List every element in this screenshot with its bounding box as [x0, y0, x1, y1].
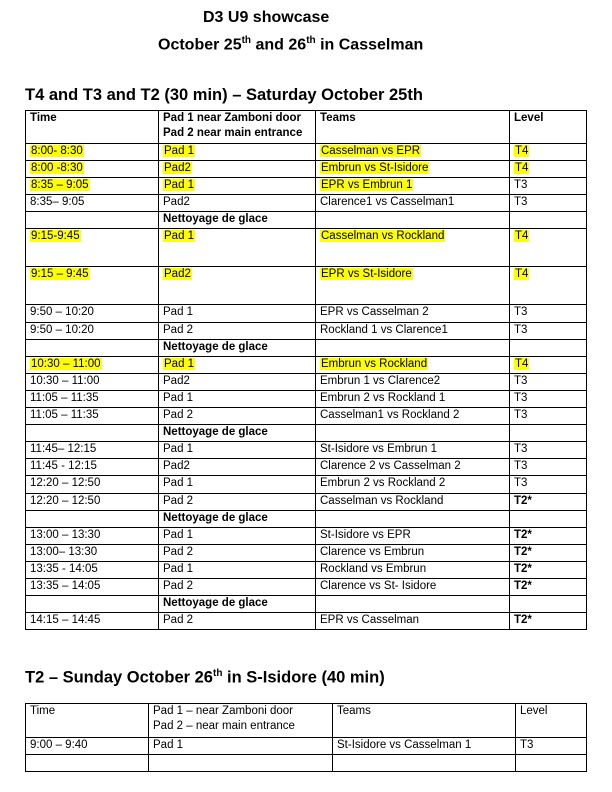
cell-pad-text: Pad2	[163, 196, 190, 209]
game-row	[26, 408, 587, 425]
cell-time	[26, 144, 159, 161]
cell-teams	[316, 161, 510, 178]
cell-time-text: 8:35 – 9:05	[31, 179, 89, 192]
cell-teams	[316, 305, 510, 322]
cell-pad	[159, 544, 316, 561]
cell-teams-text: St-Isidore vs Embrun 1	[320, 443, 437, 456]
game-row	[26, 195, 587, 212]
cell-teams	[316, 267, 510, 305]
game-row	[26, 561, 587, 578]
cell-pad	[159, 408, 316, 425]
cell-pad	[159, 161, 316, 178]
cell-teams	[316, 544, 510, 561]
cell-pad-text: Pad2	[163, 374, 190, 387]
cell-level	[510, 527, 587, 544]
cell-empty	[510, 339, 587, 356]
cell-pad: Pad 1	[149, 738, 333, 755]
cell-teams-text: EPR vs Embrun 1	[321, 179, 413, 192]
cell-time	[26, 561, 159, 578]
ice-cleaning-label: Nettoyage de glace	[159, 425, 316, 442]
ice-cleaning-label: Nettoyage de glace	[159, 596, 316, 613]
cell-pad-text: Pad 2	[163, 323, 194, 336]
game-row	[26, 578, 587, 595]
cell-level	[510, 144, 587, 161]
cell-time-text: 10:30 – 11:00	[31, 357, 101, 370]
cell-teams	[316, 493, 510, 510]
cell-level	[510, 195, 587, 212]
cell-teams	[316, 442, 510, 459]
game-row	[26, 613, 587, 630]
cell-teams	[316, 195, 510, 212]
cell-teams	[316, 144, 510, 161]
game-row	[26, 178, 587, 195]
cell-level-text: T3	[514, 460, 528, 473]
game-row	[26, 267, 587, 305]
cell-empty	[510, 212, 587, 229]
cell-level-text: T3	[514, 374, 528, 387]
cell-level-text: T4	[515, 162, 529, 175]
cell-time-text: 9:15-9:45	[31, 230, 80, 243]
cell-level	[510, 322, 587, 339]
cell-teams-text: Embrun vs Rockland	[321, 357, 428, 370]
cell-time	[26, 613, 159, 630]
cell-level-text: T2*	[514, 562, 532, 575]
cell-time-text: 11:05 – 11:35	[30, 391, 99, 404]
cell-time	[26, 459, 159, 476]
cell-pad	[159, 578, 316, 595]
cell-teams-text: Rockland 1 vs Clarence1	[320, 323, 448, 336]
cell-pad-text: Pad2	[163, 460, 190, 473]
cell-level-text: T2*	[514, 579, 532, 592]
cell-time	[26, 442, 159, 459]
cell-teams-text: Clarence vs St- Isidore	[320, 579, 437, 592]
cell-level-text: T2*	[514, 528, 532, 541]
cell-teams	[316, 613, 510, 630]
cell-level-text: T3	[514, 409, 528, 422]
cell-empty	[26, 596, 159, 613]
cell-teams-text: Embrun 1 vs Clarence2	[320, 374, 441, 387]
cell-time	[26, 356, 159, 373]
cell-time-text: 8:35– 9:05	[30, 196, 85, 209]
cell-time-text: 11:45 - 12:15	[30, 460, 97, 473]
cell-empty	[26, 510, 159, 527]
cell-level	[510, 267, 587, 305]
cell-teams	[316, 561, 510, 578]
cell-level	[510, 305, 587, 322]
cell-level	[510, 373, 587, 390]
cell-time	[26, 476, 159, 493]
cell-pad-text: Pad 1	[163, 306, 194, 319]
game-row	[26, 442, 587, 459]
cell-pad-text: Pad 2	[163, 614, 194, 627]
game-row	[26, 373, 587, 390]
cell-time-text: 12:20 – 12:50	[30, 494, 101, 507]
header-level: Level	[510, 111, 587, 144]
cell-teams-text: Embrun 2 vs Rockland 2	[320, 477, 446, 490]
cell-level-text: T3	[514, 196, 528, 209]
ice-cleaning-row	[26, 596, 587, 613]
cell-teams-text: Casselman vs EPR	[321, 145, 421, 157]
cell-pad-text: Pad 1	[164, 145, 195, 157]
cell-level-text: T4	[515, 230, 529, 243]
cell-pad-text: Pad 1	[163, 391, 194, 404]
sunday-header-row	[26, 704, 587, 738]
cell-level	[516, 755, 587, 772]
game-row	[26, 527, 587, 544]
cell-teams-text: Rockland vs Embrun	[320, 562, 427, 575]
cell-teams	[333, 755, 516, 772]
game-row	[26, 322, 587, 339]
cell-level	[510, 459, 587, 476]
ice-cleaning-row	[26, 212, 587, 229]
header-pad: Pad 1 near Zamboni door Pad 2 near main entrance	[159, 111, 316, 144]
cell-time-text: 13:35 - 14:05	[30, 562, 98, 575]
cell-pad-text: Pad 1	[163, 562, 194, 575]
cell-level	[510, 613, 587, 630]
cell-time-text: 9:50 – 10:20	[30, 323, 94, 336]
cell-pad	[159, 229, 316, 267]
saturday-schedule-table	[25, 110, 587, 630]
cell-level	[510, 356, 587, 373]
cell-level-text: T3	[514, 391, 528, 404]
game-row	[26, 755, 587, 772]
cell-level-text: T4	[515, 145, 529, 157]
cell-pad	[159, 527, 316, 544]
cell-level	[510, 161, 587, 178]
cell-level	[510, 229, 587, 267]
cell-level	[510, 178, 587, 195]
cell-time	[26, 195, 159, 212]
cell-time	[26, 755, 149, 772]
cell-level	[510, 390, 587, 407]
cell-pad-text: Pad 1	[163, 477, 194, 490]
cell-level	[510, 561, 587, 578]
cell-time-text: 12:20 – 12:50	[30, 477, 101, 490]
cell-level-text: T2*	[514, 545, 532, 558]
cell-level-text: T2*	[514, 614, 532, 627]
cell-level-text: T4	[515, 357, 529, 370]
cell-pad-text: Pad 2	[163, 579, 194, 592]
header-time: Time	[26, 111, 159, 144]
sunday-heading: T2 – Sunday October 26th in S-Isidore (40 min)	[25, 668, 385, 687]
cell-teams-text: Clarence1 vs Casselman1	[320, 196, 455, 209]
document-title: D3 U9 showcase	[203, 9, 330, 26]
cell-teams	[316, 356, 510, 373]
cell-level: T3	[516, 738, 587, 755]
cell-teams-text: Embrun 2 vs Rockland 1	[320, 391, 446, 404]
cell-pad	[159, 613, 316, 630]
cell-pad	[159, 373, 316, 390]
cell-time	[26, 408, 159, 425]
cell-time	[26, 229, 159, 267]
cell-teams-text: Casselman vs Rockland	[320, 494, 444, 507]
game-row	[26, 738, 587, 755]
cell-teams-text: St-Isidore vs EPR	[320, 528, 411, 541]
header-teams: Teams	[333, 704, 516, 738]
cell-empty	[510, 596, 587, 613]
cell-time-text: 9:50 – 10:20	[30, 306, 94, 319]
header-time: Time	[26, 704, 149, 738]
cell-time-text: 10:30 – 11:00	[30, 374, 100, 387]
cell-teams-text: Clarence vs Embrun	[320, 545, 425, 558]
cell-teams-text: Clarence 2 vs Casselman 2	[320, 460, 461, 473]
cell-teams	[316, 476, 510, 493]
cell-time	[26, 267, 159, 305]
cell-empty	[510, 425, 587, 442]
cell-teams-text: EPR vs Casselman 2	[320, 306, 429, 319]
game-row	[26, 476, 587, 493]
cell-pad	[159, 390, 316, 407]
cell-pad	[159, 178, 316, 195]
saturday-header-row	[26, 111, 587, 144]
cell-empty	[26, 339, 159, 356]
ice-cleaning-label: Nettoyage de glace	[159, 339, 316, 356]
cell-pad	[159, 476, 316, 493]
cell-level	[510, 408, 587, 425]
cell-time	[26, 322, 159, 339]
game-row	[26, 161, 587, 178]
cell-pad-text: Pad 1	[164, 179, 195, 192]
header-level: Level	[516, 704, 587, 738]
cell-time	[26, 527, 159, 544]
cell-pad	[149, 755, 333, 772]
cell-pad	[159, 493, 316, 510]
cell-time-text: 13:00 – 13:30	[30, 528, 101, 541]
cell-teams	[316, 578, 510, 595]
cell-pad	[159, 322, 316, 339]
cell-level	[510, 476, 587, 493]
cell-empty	[510, 510, 587, 527]
cell-teams	[316, 408, 510, 425]
cell-level-text: T3	[514, 306, 528, 319]
cell-pad-text: Pad 1	[163, 528, 194, 541]
ice-cleaning-label: Nettoyage de glace	[159, 510, 316, 527]
header-teams: Teams	[316, 111, 510, 144]
cell-pad	[159, 561, 316, 578]
cell-pad	[159, 356, 316, 373]
game-row	[26, 459, 587, 476]
cell-teams-text: Casselman1 vs Rockland 2	[320, 409, 460, 422]
cell-pad	[159, 442, 316, 459]
ice-cleaning-row	[26, 425, 587, 442]
game-row	[26, 229, 587, 267]
cell-level-text: T3	[514, 179, 528, 192]
ice-cleaning-label: Nettoyage de glace	[159, 212, 316, 229]
cell-time-text: 8:00 -8:30	[31, 162, 83, 175]
ice-cleaning-row	[26, 510, 587, 527]
cell-pad-text: Pad 2	[163, 494, 194, 507]
cell-level-text: T3	[514, 477, 528, 490]
cell-teams	[316, 178, 510, 195]
game-row	[26, 390, 587, 407]
cell-time	[26, 373, 159, 390]
game-row	[26, 356, 587, 373]
cell-teams: St-Isidore vs Casselman 1	[333, 738, 516, 755]
cell-level	[510, 544, 587, 561]
cell-time-text: 8:00- 8:30	[31, 145, 83, 157]
cell-time	[26, 305, 159, 322]
cell-time	[26, 178, 159, 195]
cell-level	[510, 442, 587, 459]
cell-pad	[159, 459, 316, 476]
cell-time	[26, 390, 159, 407]
cell-time-text: 13:35 – 14:05	[30, 579, 101, 592]
document-subtitle: October 25th and 26th in Casselman	[158, 35, 424, 54]
cell-teams-text: Embrun vs St-Isidore	[321, 162, 429, 175]
cell-teams-text: EPR vs Casselman	[320, 614, 420, 627]
cell-level-text: T4	[515, 268, 529, 281]
cell-pad	[159, 305, 316, 322]
game-row	[26, 144, 587, 161]
header-pad: Pad 1 – near Zamboni door Pad 2 – near main entrance	[149, 704, 333, 738]
cell-teams	[316, 322, 510, 339]
cell-time-text: 11:45– 12:15	[30, 443, 97, 456]
cell-pad	[159, 267, 316, 305]
cell-teams-text: Casselman vs Rockland	[321, 230, 445, 243]
cell-teams	[316, 527, 510, 544]
sunday-schedule-table	[25, 703, 587, 772]
cell-empty	[316, 339, 510, 356]
cell-teams	[316, 390, 510, 407]
game-row	[26, 544, 587, 561]
cell-pad-text: Pad 1	[164, 230, 195, 243]
cell-time-text: 9:15 – 9:45	[31, 268, 89, 281]
cell-level-text: T3	[514, 443, 528, 456]
game-row	[26, 493, 587, 510]
ice-cleaning-row	[26, 339, 587, 356]
cell-level-text: T3	[514, 323, 528, 336]
cell-empty	[316, 212, 510, 229]
cell-time	[26, 578, 159, 595]
cell-empty	[26, 425, 159, 442]
cell-pad-text: Pad 2	[163, 409, 194, 422]
cell-pad-text: Pad2	[164, 162, 191, 175]
cell-pad-text: Pad 1	[163, 443, 194, 456]
cell-empty	[316, 510, 510, 527]
cell-pad-text: Pad2	[164, 268, 191, 281]
game-row	[26, 305, 587, 322]
cell-time	[26, 493, 159, 510]
cell-teams	[316, 373, 510, 390]
cell-pad-text: Pad 2	[163, 545, 194, 558]
cell-time-text: 13:00– 13:30	[30, 545, 98, 558]
cell-empty	[26, 212, 159, 229]
cell-time: 9:00 – 9:40	[26, 738, 149, 755]
saturday-heading: T4 and T3 and T2 (30 min) – Saturday October 25th	[25, 86, 423, 104]
cell-time	[26, 544, 159, 561]
cell-teams	[316, 459, 510, 476]
cell-empty	[316, 596, 510, 613]
cell-time-text: 14:15 – 14:45	[30, 614, 101, 627]
cell-pad	[159, 195, 316, 212]
cell-pad	[159, 144, 316, 161]
cell-level-text: T2*	[514, 494, 532, 507]
cell-teams	[316, 229, 510, 267]
cell-empty	[316, 425, 510, 442]
cell-teams-text: EPR vs St-Isidore	[321, 268, 412, 281]
cell-level	[510, 578, 587, 595]
cell-time	[26, 161, 159, 178]
cell-pad-text: Pad 1	[164, 357, 195, 370]
cell-time-text: 11:05 – 11:35	[30, 409, 99, 422]
cell-level	[510, 493, 587, 510]
